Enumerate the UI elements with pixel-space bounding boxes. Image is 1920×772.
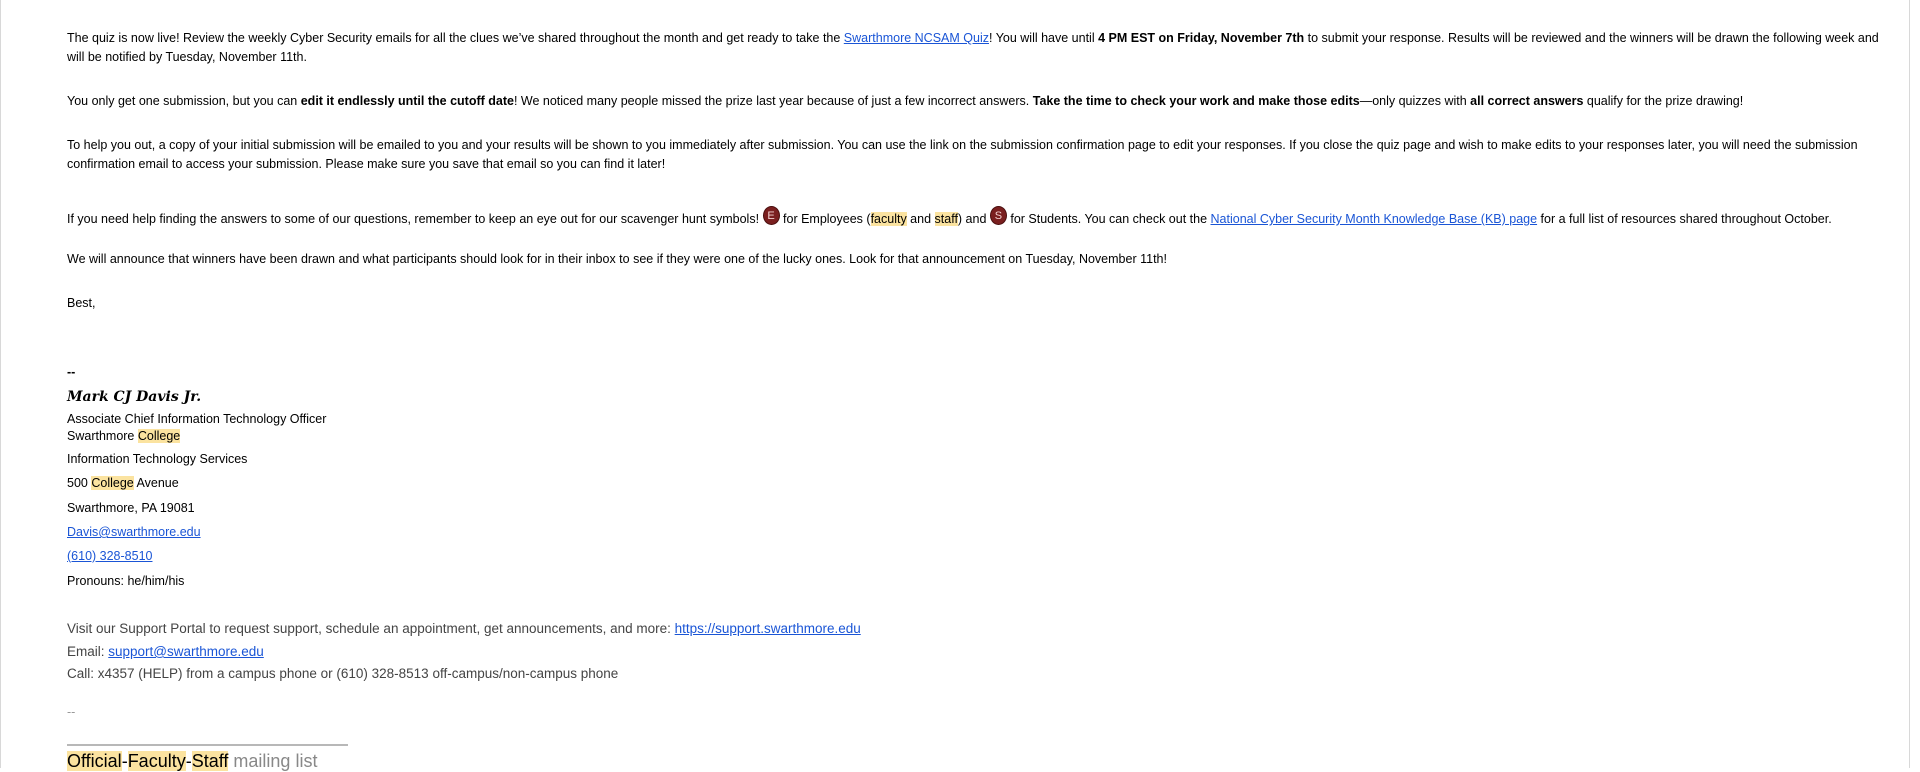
divider xyxy=(67,744,348,746)
highlight-staff: staff xyxy=(934,212,958,226)
highlight-college: College xyxy=(91,476,134,490)
text: for Employees ( xyxy=(779,212,871,226)
quiz-link[interactable]: Swarthmore NCSAM Quiz xyxy=(843,31,989,45)
text: - xyxy=(121,751,128,771)
signature-phone-row xyxy=(67,547,1887,566)
text: ! You will have until xyxy=(988,31,1099,45)
highlight-college: College xyxy=(137,429,181,443)
text: to submit your response. Results will be reviewed and the winners will be drawn the following week and will be notified by Tuesday, November 11th. xyxy=(67,31,1879,64)
signature-org xyxy=(67,427,1887,446)
highlight-official: Official xyxy=(67,751,122,771)
bold-text: all correct answers xyxy=(1470,94,1584,108)
bold-text: Take the time to check your work and make those edits xyxy=(1032,94,1360,108)
text: If you need help finding the answers to some of our questions, remember to keep an eye out for our scavenger hunt symbols! xyxy=(67,212,763,226)
text: - xyxy=(185,751,192,771)
text: You only get one submission, but you can xyxy=(67,94,301,108)
paragraph-one-submission xyxy=(67,92,1887,111)
text: and xyxy=(906,212,935,226)
signature-title: Associate Chief Information Technology Officer xyxy=(67,412,327,426)
text: ! We noticed many people missed the prize last year because of just a few incorrect answers. xyxy=(513,94,1033,108)
kb-page-link[interactable]: National Cyber Security Month Knowledge Base (KB) page xyxy=(1210,212,1538,226)
signature-city: Swarthmore, PA 19081 xyxy=(67,501,195,515)
text: 500 xyxy=(67,476,92,490)
text: ) and xyxy=(957,212,990,226)
text: for Students. You can check out the xyxy=(1006,212,1211,226)
signature-address xyxy=(67,474,1887,493)
support-email-line xyxy=(67,642,1887,661)
text: Email: xyxy=(67,644,109,659)
paragraph-help: To help you out, a copy of your initial submission will be emailed to you and your results will be shown to you immediately after submission. You can use the link on the submission confirmation page to edit your responses. If you close the quiz page and wish to make edits to your responses later, you will need the submission confirmation email to access your submission. Please make sure you save that email so you can find it later! xyxy=(67,138,1858,171)
deadline-bold: 4 PM EST on Friday, November 7th xyxy=(1098,31,1305,45)
signature-pronouns: Pronouns: he/him/his xyxy=(67,574,185,588)
footer-separator: -- xyxy=(67,705,76,719)
highlight-faculty: Faculty xyxy=(127,751,186,771)
support-portal-line xyxy=(67,619,1887,638)
signature-dept: Information Technology Services xyxy=(67,452,248,466)
employee-symbol-icon: E xyxy=(763,206,780,225)
signature-separator: -- xyxy=(67,365,76,379)
support-portal-link[interactable]: https://support.swarthmore.edu xyxy=(674,621,861,636)
text: mailing list xyxy=(228,751,318,771)
text: —only quizzes with xyxy=(1359,94,1471,108)
support-call-line: Call: x4357 (HELP) from a campus phone or (610) 328-8513 off-campus/non-campus phone xyxy=(67,666,619,681)
bold-text: edit it endlessly until the cutoff date xyxy=(300,94,514,108)
paragraph-scavenger xyxy=(67,206,1887,229)
text: The quiz is now live! Review the weekly Cyber Security emails for all the clues we’ve shared throughout the month and get ready to take the xyxy=(67,31,844,45)
paragraph-announce: We will announce that winners have been drawn and what participants should look for in their inbox to see if they were one of the lucky ones. Look for that announcement on Tuesday, November 11th! xyxy=(67,252,1167,266)
text: Visit our Support Portal to request support, schedule an appointment, get announcements, and more: xyxy=(67,621,675,636)
text: Swarthmore xyxy=(67,429,138,443)
closing: Best, xyxy=(67,296,96,310)
mailing-list-footer xyxy=(67,750,317,772)
signature-email-row xyxy=(67,523,1887,542)
highlight-faculty: faculty xyxy=(870,212,907,226)
signature-name: Mark CJ Davis Jr. xyxy=(67,389,202,405)
support-email-link[interactable]: support@swarthmore.edu xyxy=(108,644,264,659)
phone-link[interactable]: (610) 328-8510 xyxy=(67,549,153,563)
email-link[interactable]: Davis@swarthmore.edu xyxy=(67,525,201,539)
text: Avenue xyxy=(133,476,179,490)
text: qualify for the prize drawing! xyxy=(1583,94,1744,108)
student-symbol-icon: S xyxy=(990,206,1007,225)
highlight-staff: Staff xyxy=(191,751,229,771)
paragraph-quiz-live xyxy=(67,29,1887,67)
text: for a full list of resources shared throughout October. xyxy=(1537,212,1832,226)
